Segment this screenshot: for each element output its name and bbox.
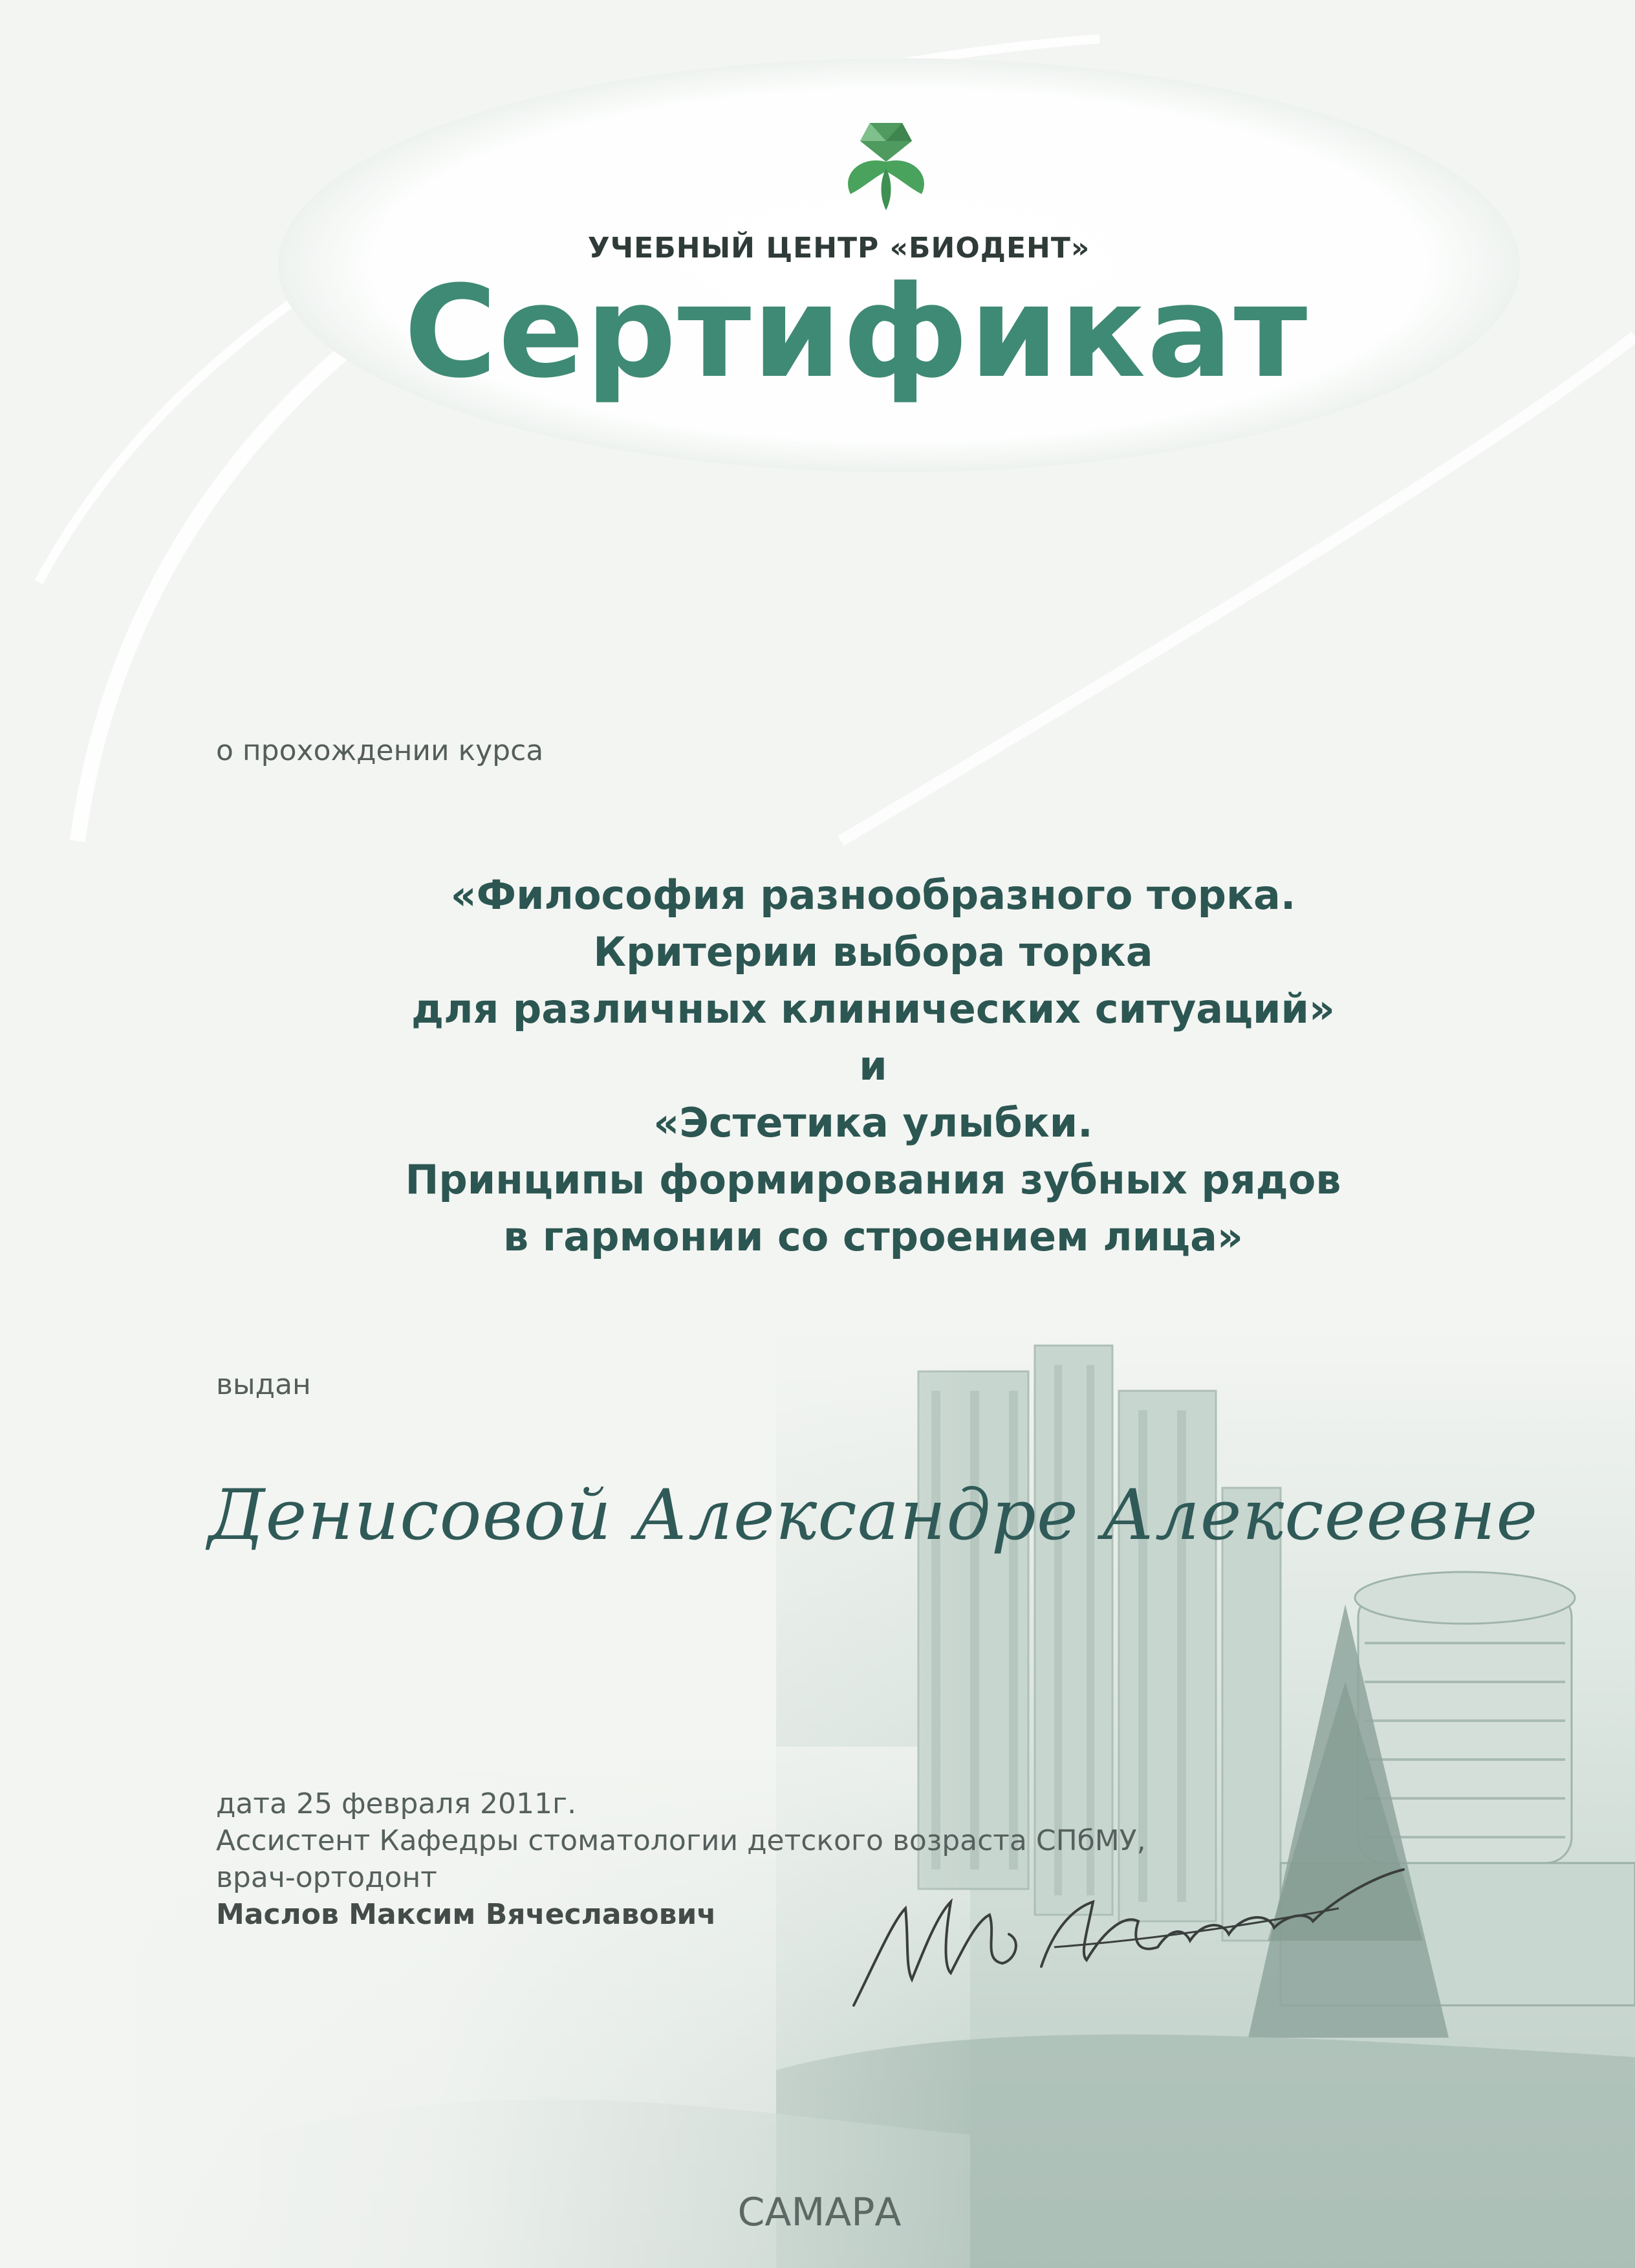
course-line: в гармонии со строением лица»	[503, 1213, 1243, 1260]
course-line: и	[859, 1042, 887, 1089]
issue-date: дата 25 февраля 2011г.	[216, 1787, 577, 1820]
signer-name: Маслов Максим Вячеславович	[216, 1898, 717, 1931]
course-line: «Философия разнообразного торка.	[450, 871, 1296, 919]
signer-position: Ассистент Кафедры стоматологии детского возраста СПбМУ,	[216, 1824, 1146, 1857]
city-name: САМАРА	[737, 2190, 902, 2235]
signature-mark	[847, 1850, 1416, 2018]
organization-name: УЧЕБНЫЙ ЦЕНТР «БИОДЕНТ»	[587, 232, 1090, 265]
course-line: Принципы формирования зубных рядов	[405, 1156, 1341, 1203]
recipient-name: Денисовой Александре Алексеевне	[208, 1475, 1539, 1556]
course-line: «Эстетика улыбки.	[653, 1099, 1093, 1146]
certificate-title: Сертификат	[404, 259, 1309, 406]
course-line: для различных клинических ситуаций»	[411, 985, 1335, 1032]
signer-position-2: врач-ортодонт	[216, 1861, 437, 1894]
biodent-logo-icon	[834, 116, 938, 213]
course-intro-label: о прохождении курса	[216, 734, 544, 767]
issued-label: выдан	[216, 1368, 311, 1401]
course-line: Критерии выбора торка	[593, 928, 1153, 976]
course-title	[194, 867, 1552, 1265]
